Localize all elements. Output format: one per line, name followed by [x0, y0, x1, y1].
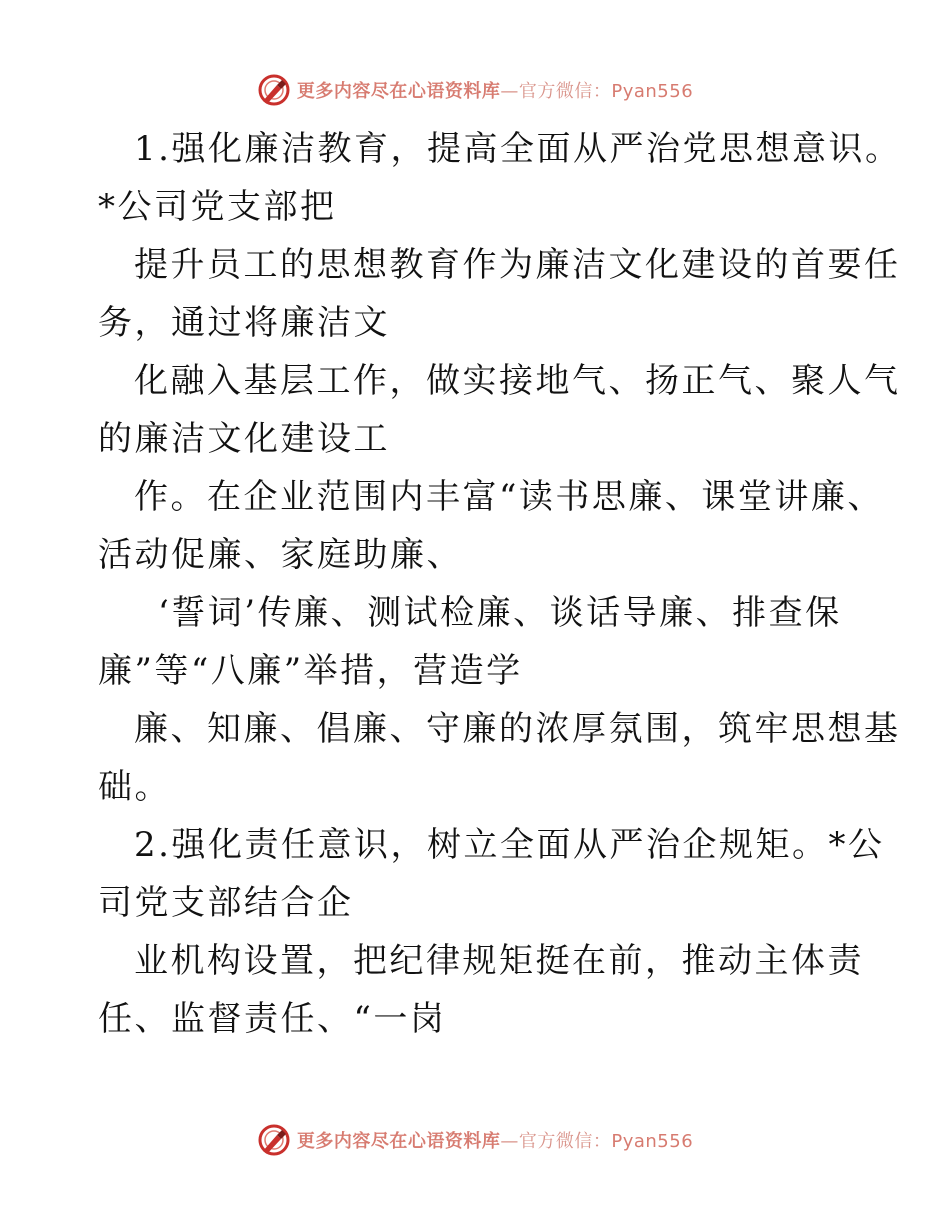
text-line: 的廉洁文化建设工: [98, 419, 390, 459]
document-body: [98, 120, 902, 1048]
watermark-footer: [0, 1118, 950, 1162]
watermark-text: [297, 77, 693, 103]
watermark-wechat-label: 官方微信：: [518, 1131, 612, 1152]
watermark-wechat-label: 官方微信：: [518, 81, 612, 102]
text-line: 2.强化责任意识，树立全面从严治企规矩。*公: [134, 825, 885, 865]
watermark-text: [297, 1127, 693, 1153]
watermark-brand: 更多内容尽在心语资料库: [296, 1131, 501, 1152]
watermark-separator: —: [500, 1131, 519, 1152]
watermark-wechat-id: Pyan556: [611, 1131, 694, 1152]
text-line: 1.强化廉洁教育，提高全面从严治党思想意识。: [134, 129, 902, 169]
text-line: ‘誓词’传廉、测试检廉、谈话导廉、排查保: [158, 593, 842, 633]
text-line: 廉”等“八廉”举措，营造学: [98, 651, 523, 691]
text-line: *公司党支部把: [98, 187, 337, 227]
text-line: 务，通过将廉洁文: [98, 303, 390, 343]
text-line: 任、监督责任、“一岗: [98, 999, 447, 1039]
watermark-brand: 更多内容尽在心语资料库: [296, 81, 501, 102]
text-line: 化融入基层工作，做实接地气、扬正气、聚人气: [134, 361, 901, 401]
text-line: 础。: [98, 767, 171, 807]
text-line: 司党支部结合企: [98, 883, 354, 923]
text-line: 业机构设置，把纪律规矩挺在前，推动主体责: [134, 941, 864, 981]
watermark-header: [0, 68, 950, 112]
pen-logo-icon: [257, 73, 291, 107]
text-line: 活动促廉、家庭助廉、: [98, 535, 463, 575]
pen-logo-icon: [257, 1123, 291, 1157]
text-line: 廉、知廉、倡廉、守廉的浓厚氛围，筑牢思想基: [134, 709, 901, 749]
watermark-wechat-id: Pyan556: [611, 81, 694, 102]
text-line: 提升员工的思想教育作为廉洁文化建设的首要任: [134, 245, 901, 285]
text-line: 作。在企业范围内丰富“读书思廉、课堂讲廉、: [134, 477, 884, 517]
watermark-separator: —: [500, 81, 519, 102]
